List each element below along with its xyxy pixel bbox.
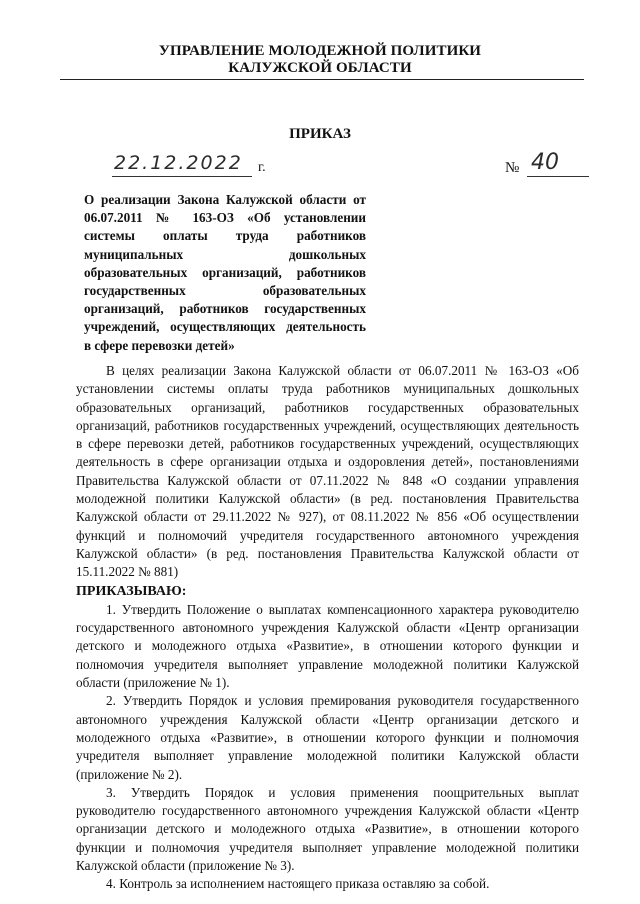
number-sign: № — [505, 160, 520, 176]
order-item-3: 3. Утвердить Порядок и условия применения поощрительных выплат руководителю государственного автономного учреждения Калужской области «Центр организации детского и молодежного отдыха «Развитие», в отношении которого функции и полномочия учредителя выполняет управление молодежной политики Калужской области (приложение № 3). — [76, 784, 579, 874]
subject-line: муниципальных дошкольных — [84, 246, 366, 262]
document-date — [112, 152, 282, 180]
subject-line: в сфере перевозки детей» — [84, 337, 235, 353]
order-item-4: 4. Контроль за исполнением настоящего приказа оставляю за собой. — [106, 876, 490, 892]
header-divider — [60, 79, 584, 80]
subject-line: государственных образовательных — [84, 283, 366, 299]
order-item-1: 1. Утвердить Положение о выплатах компенсационного характера руководителю государственного автономного учреждения Калужской области «Центр организации детского и молодежного отдыха «Развитие», в отношении которого функции и полномочия учредителя выполняет управление молодежной политики Калужской области (приложение № 1). — [76, 601, 579, 691]
preamble-paragraph: В целях реализации Закона Калужской области от 06.07.2011 № 163-ОЗ «Об установлении системы оплаты труда работников муниципальных дошкольных образовательных организаций, работников государственных образовательных организаций, работников государственных учреждений, осуществляющих деятельность в сфере перевозки детей, работников государственных учреждений, осуществляющих деятельность в сфере организации отдыха и оздоровления детей», постановлениями Правительства Калужской области от 07.11.2022 № 848 «О создании управления молодежной политики Калужской области» (в ред. постановления Правительства Калужской области от 29.11.2022 № 927), от 08.11.2022 № 856 «Об осуществлении функций и полномочий учредителя государственного автономного учреждения Калужской области» (в ред. постановления Правительства Калужской области от 15.11.2022 № 881) — [76, 363, 579, 580]
order-subject — [84, 191, 366, 355]
document-number — [505, 152, 595, 180]
document-title: ПРИКАЗ — [289, 126, 351, 142]
subject-line: системы оплаты труда работников — [84, 228, 366, 244]
organization-header — [60, 43, 580, 77]
subject-line: образовательных организаций, работников — [84, 264, 366, 280]
order-word: ПРИКАЗЫВАЮ: — [76, 583, 187, 599]
order-directive — [76, 582, 579, 601]
date-suffix: г. — [258, 160, 266, 175]
number-handwritten: 40 — [531, 150, 559, 175]
subject-line: организаций, работников государственных — [84, 301, 366, 317]
org-name-line-2: КАЛУЖСКОЙ ОБЛАСТИ — [228, 60, 412, 76]
subject-line: 06.07.2011 № 163-ОЗ «Об установлении — [84, 210, 366, 226]
order-body — [76, 362, 579, 894]
number-underline — [527, 176, 589, 177]
subject-line: О реализации Закона Калужской области от — [84, 192, 366, 207]
date-handwritten: 22.12.2022 — [114, 152, 243, 174]
date-underline — [112, 176, 252, 177]
subject-line: учреждений, осуществляющих деятельность — [84, 319, 366, 335]
order-item-2: 2. Утвердить Порядок и условия премирования руководителя государственного автономного учреждения Калужской области «Центр организации детского и молодежного отдыха «Развитие», в отношении которого функции и полномочия учредителя выполняет управление молодежной политики Калужской области (приложение № 2). — [76, 693, 579, 782]
org-name-line-1: УПРАВЛЕНИЕ МОЛОДЕЖНОЙ ПОЛИТИКИ — [158, 43, 482, 59]
